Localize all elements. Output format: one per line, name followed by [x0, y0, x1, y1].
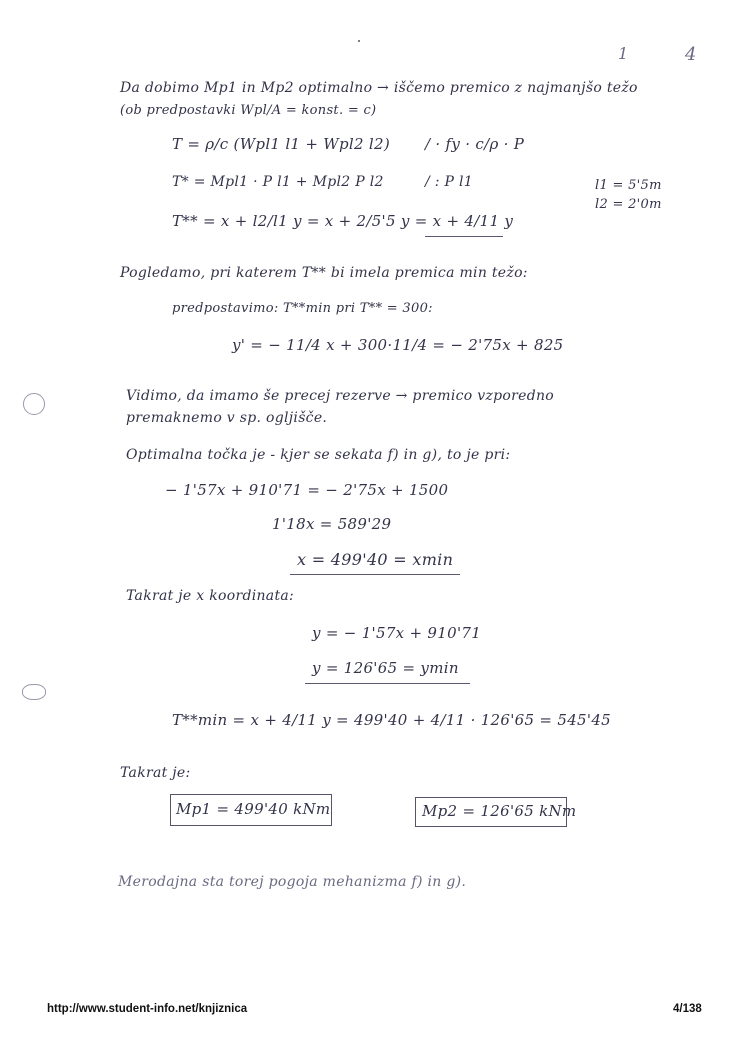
- equation-T-star-op: / : P l1: [425, 174, 473, 190]
- paragraph-predpostavimo: predpostavimo: T**min pri T** = 300:: [172, 301, 433, 316]
- equation-intersection: − 1'57x + 910'71 = − 2'75x + 1500: [165, 481, 449, 499]
- result-mp1: Mp1 = 499'40 kNm: [176, 800, 331, 818]
- text-line-2: (ob predpostavki Wpl/A = konst. = c): [120, 103, 377, 118]
- equation-T-star: T* = Mpl1 · P l1 + Mpl2 P l2: [172, 174, 384, 190]
- paragraph-vidimo-2: premaknemo v sp. ogljišče.: [126, 410, 328, 426]
- punch-hole-top: [23, 393, 45, 415]
- length-l2: l2 = 2'0m: [595, 197, 662, 212]
- equation-T-2star: T** = x + l2/l1 y = x + 2/5'5 y = x + 4/11 y: [172, 212, 514, 230]
- equation-xmin: x = 499'40 = xmin: [297, 550, 454, 569]
- paragraph-merodajna: Merodajna sta torej pogoja mehanizma f) in g).: [118, 874, 467, 890]
- equation-y-line: y = − 1'57x + 910'71: [312, 624, 482, 642]
- underline-xmin: [290, 574, 460, 575]
- paragraph-vidimo-1: Vidimo, da imamo še precej rezerve → premico vzporedno: [126, 388, 555, 404]
- text-line-1: Da dobimo Mp1 in Mp2 optimalno → iščemo premico z najmanjšo težo: [120, 80, 638, 96]
- length-l1: l1 = 5'5m: [595, 178, 662, 193]
- paragraph-optimalna: Optimalna točka je - kjer se sekata f) in g), to je pri:: [126, 447, 511, 463]
- equation-T: T = ρ/c (Wpl1 l1 + Wpl2 l2): [172, 135, 390, 153]
- footer-page-number: 4/138: [673, 1003, 702, 1015]
- punch-hole-bottom: [22, 684, 46, 700]
- paragraph-pogledamo: Pogledamo, pri katerem T** bi imela premica min težo:: [120, 265, 528, 281]
- underline-result: [425, 236, 503, 237]
- result-mp2: Mp2 = 126'65 kNm: [422, 802, 577, 820]
- equation-y-prime: y' = − 11/4 x + 300·11/4 = − 2'75x + 825: [232, 336, 564, 354]
- underline-ymin: [305, 683, 470, 684]
- equation-Tmin: T**min = x + 4/11 y = 499'40 + 4/11 · 126'65 = 545'45: [172, 711, 612, 729]
- page-mark-a: 1: [618, 44, 629, 63]
- equation-T-op: / · fy · c/ρ · P: [425, 135, 525, 153]
- paragraph-takrat-x: Takrat je x koordinata:: [126, 588, 295, 604]
- speck: [358, 40, 360, 42]
- footer-url: http://www.student-info.net/knjiznica: [47, 1003, 248, 1015]
- page-mark-b: 4: [685, 44, 697, 65]
- equation-ymin: y = 126'65 = ymin: [312, 659, 459, 677]
- equation-1-18x: 1'18x = 589'29: [272, 515, 392, 533]
- paragraph-takrat-je: Takrat je:: [120, 765, 191, 781]
